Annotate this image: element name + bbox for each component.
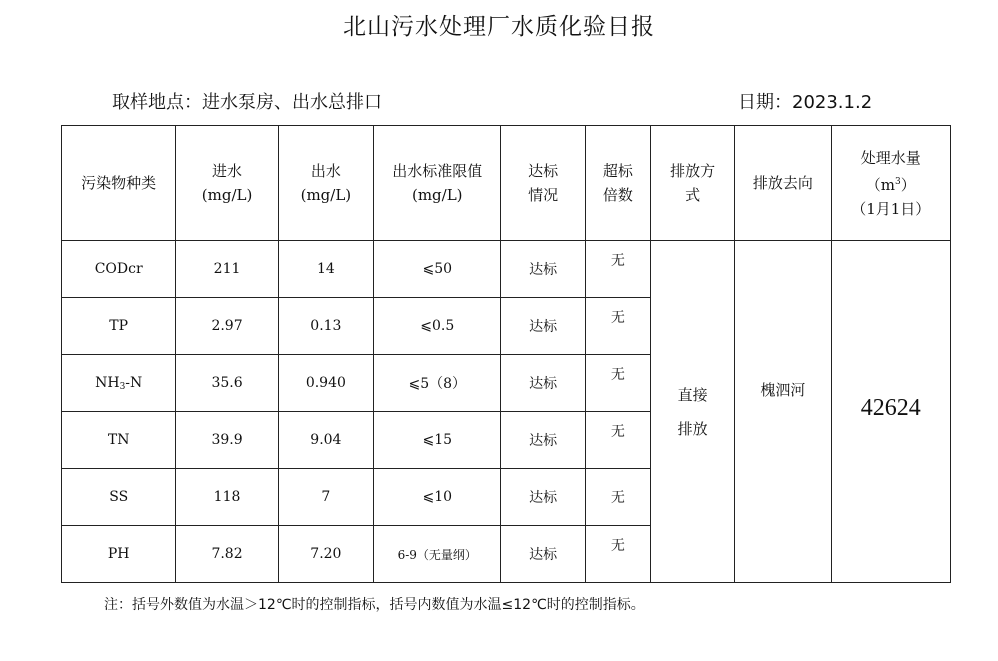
pollutant-name [62, 412, 176, 469]
pollutant-name-subscript: 3 [119, 382, 126, 392]
header-volume-unit-suffix: ） [900, 175, 916, 194]
header-limit [374, 126, 501, 241]
pollutant-name [62, 298, 176, 355]
header-volume-date: （1月1日） [851, 199, 931, 218]
discharge-mode-text [678, 378, 708, 446]
pollutant-name-text: TP [109, 318, 129, 334]
header-discharge-dest [735, 126, 831, 241]
footnote: 注：括号外数值为水温＞12℃时的控制指标，括号内数值为水温≤12℃时的控制指标。 [104, 597, 645, 613]
exceed-value-text: 无 [610, 367, 625, 383]
inflow-value: 35.6 [176, 355, 278, 412]
header-discharge-mode-line2: 式 [685, 186, 701, 204]
table-header-row [62, 126, 951, 241]
exceed-value [585, 355, 650, 412]
pollutant-name-text: CODcr [94, 261, 143, 277]
inflow-value: 7.82 [176, 526, 278, 583]
limit-value: ⩽10 [374, 469, 501, 526]
pollutant-name-text: PH [107, 546, 130, 562]
header-exceed-line2: 倍数 [602, 186, 633, 204]
status-value: 达标 [501, 298, 585, 355]
limit-value: ⩽15 [374, 412, 501, 469]
status-value: 达标 [501, 526, 585, 583]
inflow-value: 2.97 [176, 298, 278, 355]
exceed-value [585, 412, 650, 469]
sampling-location: 取样地点：进水泵房、出水总排口 [112, 92, 382, 113]
pollutant-name [62, 355, 176, 412]
header-exceed [585, 126, 650, 241]
volume-cell [831, 241, 950, 583]
header-compliance [501, 126, 585, 241]
inflow-value: 211 [176, 241, 278, 298]
header-inflow-unit: (mg/L) [201, 186, 253, 204]
exceed-value [585, 241, 650, 298]
limit-value: 6-9（无量纲） [374, 526, 501, 583]
pollutant-name-text: NH [95, 375, 120, 391]
discharge-mode-line2: 排放 [677, 419, 708, 438]
exceed-value-text: 无 [610, 490, 625, 506]
header-inflow-label: 进水 [212, 162, 243, 180]
status-value: 达标 [501, 469, 585, 526]
pollutant-name-text: TN [107, 432, 130, 448]
outflow-value: 7 [278, 469, 373, 526]
header-outflow [278, 126, 373, 241]
exceed-value-text: 无 [610, 424, 625, 440]
outflow-value: 9.04 [278, 412, 373, 469]
status-value: 达标 [501, 355, 585, 412]
header-limit-unit: (mg/L) [411, 186, 463, 204]
exceed-value-text: 无 [610, 310, 625, 326]
header-limit-label: 出水标准限值 [392, 162, 483, 180]
header-inflow [176, 126, 278, 241]
outflow-value: 14 [278, 241, 373, 298]
header-compliance-line2: 情况 [528, 186, 559, 204]
outflow-value: 7.20 [278, 526, 373, 583]
header-volume [831, 126, 950, 241]
header-exceed-line1: 超标 [602, 162, 633, 180]
exceed-value-text: 无 [610, 538, 625, 554]
exceed-value-text: 无 [610, 253, 625, 269]
water-quality-table [61, 125, 951, 583]
limit-value: ⩽50 [374, 241, 501, 298]
outflow-value: 0.940 [278, 355, 373, 412]
pollutant-name [62, 469, 176, 526]
exceed-value [585, 298, 650, 355]
pollutant-name [62, 241, 176, 298]
status-value: 达标 [501, 412, 585, 469]
pollutant-name-suffix: -N [125, 375, 143, 391]
header-compliance-line1: 达标 [528, 162, 559, 180]
discharge-dest-text: 槐泗河 [760, 381, 806, 399]
header-pollutant-type-label: 污染物种类 [81, 174, 157, 192]
pollutant-name-text: SS [109, 489, 129, 505]
discharge-dest-cell [735, 241, 831, 583]
outflow-value: 0.13 [278, 298, 373, 355]
discharge-mode-line1: 直接 [677, 385, 708, 404]
inflow-value: 39.9 [176, 412, 278, 469]
volume-value: 42624 [860, 395, 921, 421]
header-outflow-unit: (mg/L) [300, 186, 352, 204]
header-outflow-label: 出水 [310, 162, 341, 180]
report-title: 北山污水处理厂水质化验日报 [343, 14, 655, 40]
exceed-value [585, 469, 650, 526]
header-pollutant-type [62, 126, 176, 241]
limit-value: ⩽5（8） [374, 355, 501, 412]
header-discharge-dest-label: 排放去向 [752, 174, 813, 192]
header-volume-unit-sup: 3 [895, 176, 901, 187]
header-volume-unit [832, 170, 950, 197]
inflow-value: 118 [176, 469, 278, 526]
limit-value: ⩽0.5 [374, 298, 501, 355]
discharge-mode-cell [650, 241, 734, 583]
header-volume-label: 处理水量 [860, 148, 921, 167]
table-row [62, 241, 951, 298]
header-volume-unit-prefix: （m [865, 175, 896, 194]
exceed-value [585, 526, 650, 583]
header-discharge-mode [650, 126, 734, 241]
report-date: 日期：2023.1.2 [738, 92, 873, 113]
status-value: 达标 [501, 241, 585, 298]
header-discharge-mode-line1: 排放方 [670, 162, 716, 180]
pollutant-name [62, 526, 176, 583]
